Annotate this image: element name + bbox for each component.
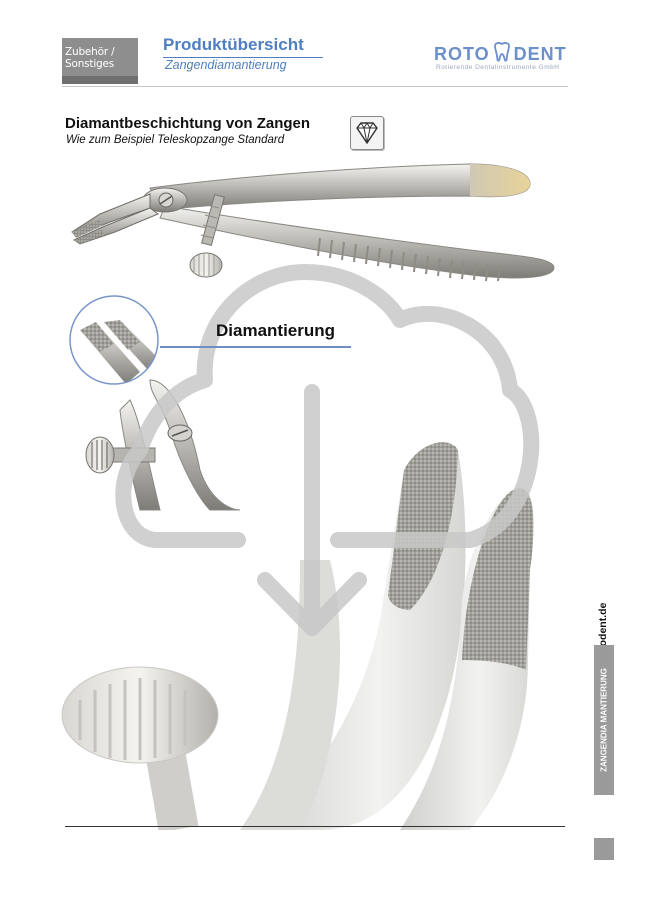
rotodent-logo <box>434 36 566 76</box>
pliers-photo-top <box>72 164 554 281</box>
page-subtitle: Zangendiamantierung <box>165 58 287 72</box>
section-title: Diamantbeschichtung von Zangen <box>65 115 311 132</box>
side-tab-footer <box>594 838 614 860</box>
diamond-icon <box>350 116 384 150</box>
pliers-illustration <box>0 150 650 830</box>
callout-line <box>160 346 351 348</box>
side-tab-label: ZANGENDIA MANTIERUNG <box>599 668 609 772</box>
logo-brand-right: DENT <box>513 44 567 64</box>
logo-tagline: Rotierende Dentalinstrumente GmbH <box>436 64 560 71</box>
page-title: Produktübersicht <box>163 35 304 54</box>
section-subtitle: Wie zum Beispiel Teleskopzange Standard <box>66 134 285 146</box>
callout-label: Diamantierung <box>216 321 336 340</box>
logo-brand-left: ROTO <box>434 44 490 64</box>
side-section-tab <box>594 645 614 795</box>
tooth-icon <box>491 42 513 62</box>
category-label: Zubehör / Sonstiges <box>65 46 115 70</box>
pliers-closeup <box>62 442 533 830</box>
header-divider <box>62 86 568 87</box>
magnifier-circle <box>70 296 160 386</box>
category-tab <box>62 38 138 84</box>
footer-divider <box>65 826 565 827</box>
